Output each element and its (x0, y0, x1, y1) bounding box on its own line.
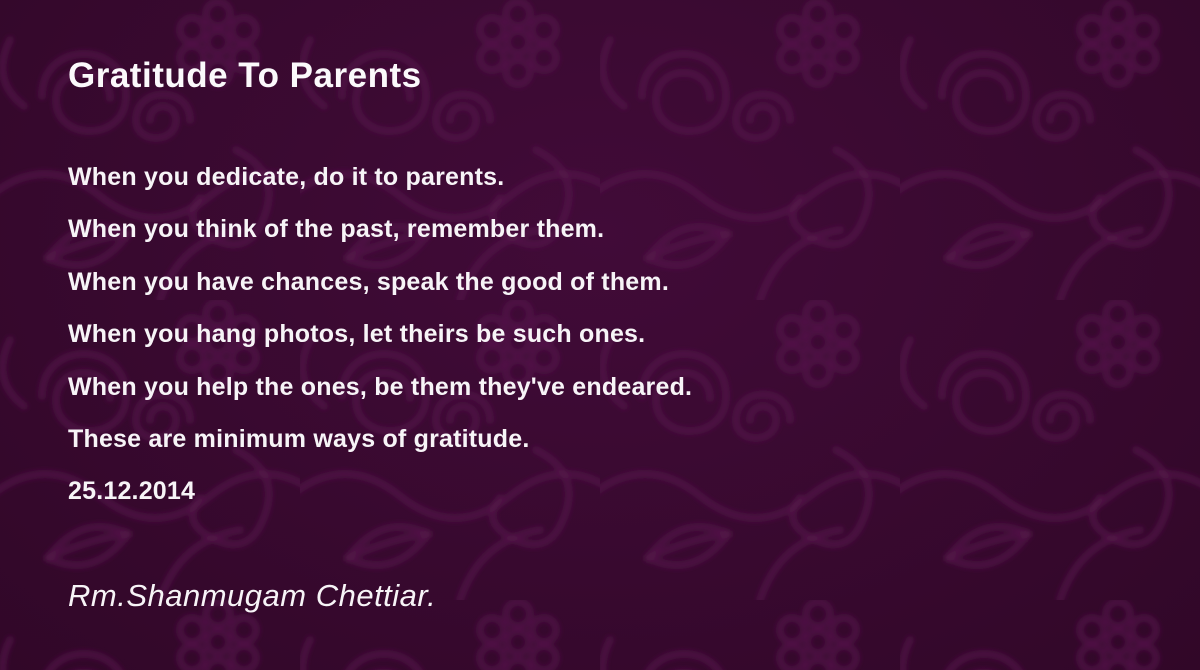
poem-line-4: When you hang photos, let theirs be such ones. (68, 320, 646, 349)
poem-line-1: When you dedicate, do it to parents. (68, 163, 505, 191)
poem-author: Rm.Shanmugam Chettiar. (68, 578, 437, 613)
poem-line-5: When you help the ones, be them they've endeared. (68, 372, 693, 401)
poem-title: Gratitude To Parents (68, 56, 422, 95)
poem-line-2: When you think of the past, remember them. (68, 215, 605, 244)
poem-line-6: These are minimum ways of gratitude. (68, 424, 530, 453)
poem-line-3: When you have chances, speak the good of them. (68, 267, 669, 296)
poem-date: 25.12.2014 (68, 477, 196, 506)
poem-body (68, 151, 692, 518)
